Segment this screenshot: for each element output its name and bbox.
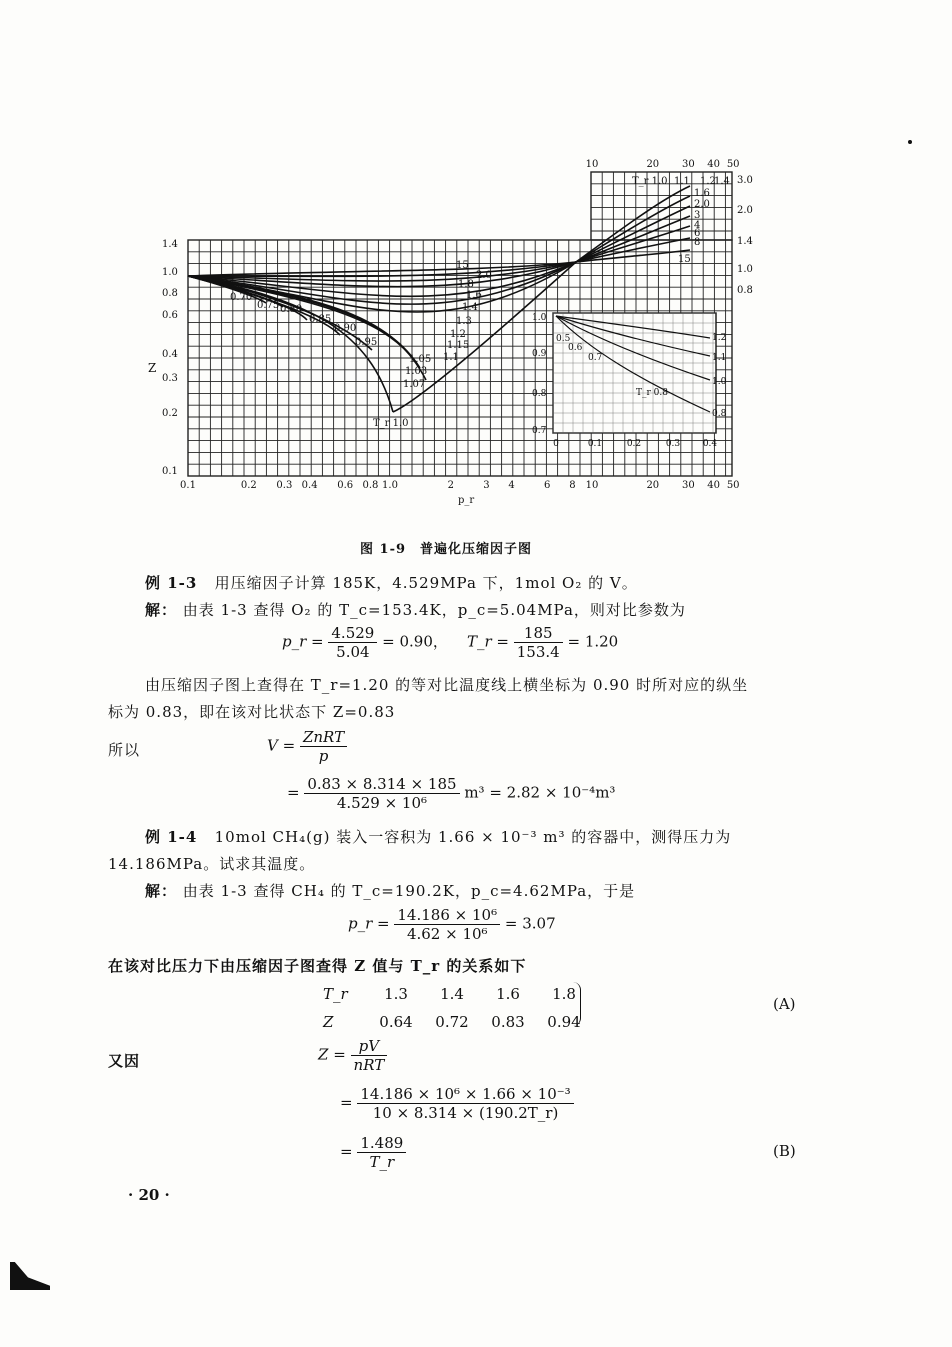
example-1-4-line-1	[145, 826, 731, 847]
x-tick-label-top: 20	[646, 159, 660, 170]
z-fraction	[351, 1037, 388, 1074]
example-1-3-solution	[145, 599, 686, 620]
x-tick-label: 30	[682, 480, 695, 491]
isotherm-label: 0.95	[355, 337, 378, 348]
inset-y-tick: 1.0	[532, 313, 547, 323]
brace	[572, 982, 581, 1026]
example-title: 例 1-4	[145, 828, 198, 846]
isotherm-curve	[576, 216, 690, 262]
y-tick-label: 0.1	[162, 466, 178, 477]
relation-text: 在该对比压力下由压缩因子图查得 Z 值与 T_r 的关系如下	[108, 957, 527, 975]
tr-result: = 1.20	[567, 632, 619, 651]
solution-text: 由表 1-3 查得 O₂ 的 T_c=153.4K，p_c=5.04MPa，则对比参数为	[182, 601, 686, 619]
y-tick-label: 0.4	[162, 349, 178, 360]
example-1-4-line-2: 14.186MPa。试求其温度。	[108, 855, 316, 873]
table-cell: 1.4	[440, 985, 464, 1003]
y-tick-label: 0.3	[162, 373, 178, 384]
y-tick-label: 1.4	[162, 239, 178, 250]
table-cell: 1.6	[496, 985, 520, 1003]
isotherm-curve	[576, 206, 690, 262]
inset-y-tick: 0.8	[532, 389, 547, 399]
z3-fraction	[357, 1134, 406, 1171]
tr-lhs: T_r =	[466, 632, 509, 651]
isotherm-label: 3	[694, 210, 701, 221]
isotherm-label: T_r 1.0	[632, 176, 668, 187]
table-cell: 0.94	[547, 1013, 581, 1031]
v2-denominator: 4.529 × 10⁶	[336, 794, 428, 812]
inset-curve-label: 0.5	[556, 334, 571, 344]
x-tick-label: 3	[483, 480, 490, 491]
x-tick-label: 0.3	[276, 480, 293, 491]
isotherm-label: 0.90	[334, 323, 357, 334]
z-result	[340, 1134, 406, 1171]
inset-curve-label: 1.0	[712, 377, 727, 387]
inset-x-tick: 0	[553, 439, 559, 449]
inset-y-tick: 0.7	[532, 426, 547, 436]
scan-speck	[908, 140, 912, 144]
x-tick-label: 1.0	[382, 480, 398, 491]
tr-fraction	[514, 624, 563, 661]
v-numerator: ZnRT	[300, 728, 347, 747]
isotherm-label: 2.0	[694, 199, 710, 210]
volume-result-equation	[287, 775, 615, 812]
x-tick-label-top: 40	[707, 159, 720, 170]
pr-lhs: p_r =	[282, 632, 324, 651]
question-text: 用压缩因子计算 185K，4.529MPa 下，1mol O₂ 的 V。	[214, 574, 638, 592]
solution-text: 由表 1-3 查得 CH₄ 的 T_c=190.2K，p_c=4.62MPa，于是	[182, 882, 636, 900]
isotherm-label: 1.6	[466, 290, 482, 301]
x-axis-label: p_r	[458, 495, 475, 506]
z-lhs: Z =	[318, 1045, 346, 1064]
volume-equation	[267, 728, 347, 765]
z2-equals: =	[340, 1093, 353, 1112]
also-label: 又因	[108, 1052, 141, 1070]
x-tick-label: 8	[569, 480, 576, 491]
isotherm-label: 0.80	[280, 304, 303, 315]
isotherm-label: 1.4	[462, 302, 478, 313]
z-substitution	[340, 1085, 574, 1122]
x-tick-label: 0.4	[301, 480, 318, 491]
y-tick-label: 0.6	[162, 310, 178, 321]
example-1-4-solution	[145, 880, 635, 901]
x-tick-label: 20	[646, 480, 660, 491]
x-tick-label-top: 50	[726, 159, 740, 170]
inset-curve-label: 0.8	[712, 409, 727, 419]
y-tick-label: 0.2	[162, 408, 178, 419]
x-tick-label-top: 10	[585, 159, 599, 170]
example-1-3-question	[145, 572, 638, 593]
isotherm-label: T_r 1.0	[373, 418, 409, 429]
table-cell: 0.83	[491, 1013, 525, 1031]
inset-x-tick: 0.1	[587, 439, 603, 449]
z2-fraction	[357, 1085, 573, 1122]
inset-curve-label: T_r 0.8	[636, 388, 668, 398]
isotherm-label: 1.1	[674, 176, 690, 187]
y-tick-label-right: 3.0	[737, 175, 753, 186]
table-row	[322, 1008, 592, 1036]
paragraph-line-1: 由压缩因子图上查得在 T_r=1.20 的等对比温度线上横坐标为 0.90 时所对应的纵坐	[145, 676, 749, 694]
isotherm-label: 1.8	[458, 279, 474, 290]
isotherm-label: 1.2	[450, 329, 466, 340]
equation-label-a: (A)	[773, 995, 796, 1013]
isotherm-label: 15	[456, 260, 469, 271]
inset-curve-label: 0.6	[568, 343, 583, 353]
chart-svg	[0, 0, 952, 520]
y-tick-label: 0.8	[162, 288, 178, 299]
inset-x-tick: 0.4	[702, 439, 718, 449]
equation-label-b: (B)	[773, 1142, 796, 1160]
x-tick-label: 0.1	[180, 480, 196, 491]
v2-numerator: 0.83 × 8.314 × 185	[304, 775, 459, 794]
figure-caption: 图 1-9 普遍化压缩因子图	[360, 542, 533, 557]
y-tick-label: 1.0	[162, 267, 178, 278]
z2-numerator: 14.186 × 10⁶ × 1.66 × 10⁻³	[357, 1085, 573, 1104]
isotherm-label: 2.0	[476, 270, 492, 281]
reduced-params-equation	[282, 624, 618, 661]
table-row-label: Z	[323, 1013, 334, 1031]
table-row	[322, 980, 592, 1008]
isotherm-curve	[188, 276, 426, 380]
isotherm-label: 0.85	[309, 314, 332, 325]
pr-denominator: 4.62 × 10⁶	[406, 925, 488, 943]
pr-numerator: 14.186 × 10⁶	[394, 906, 500, 925]
tr-numerator: 185	[514, 624, 563, 643]
reduced-pressure-equation	[348, 906, 556, 943]
example-title: 例 1-3	[145, 574, 198, 592]
isotherm-label: 0.75	[257, 300, 280, 311]
v2-fraction	[304, 775, 459, 812]
inset-x-tick: 0.2	[626, 439, 642, 449]
pr-fraction	[328, 624, 377, 661]
isotherm-label: 1.03	[405, 366, 428, 377]
isotherm-label: 8	[694, 237, 701, 248]
isotherm-label: 1.07	[403, 379, 426, 390]
table-row-label: T_r	[323, 985, 348, 1003]
y-tick-label-right: 1.4	[737, 236, 753, 247]
isotherm-curve	[188, 276, 420, 368]
z-denominator: nRT	[353, 1056, 385, 1074]
inset-curve-label: 1.2	[712, 333, 727, 343]
isotherm-label: 15	[678, 254, 691, 265]
pr-result: = 3.07	[504, 914, 556, 933]
y-tick-label-right: 0.8	[737, 285, 753, 296]
tr-denominator: 153.4	[516, 643, 560, 661]
question-text: 10mol CH₄(g) 装入一容积为 1.66 × 10⁻³ m³ 的容器中，测得压力为	[214, 828, 732, 846]
table-cell: 0.64	[379, 1013, 413, 1031]
y-tick-label-right: 1.0	[737, 264, 753, 275]
z2-denominator: 10 × 8.314 × (190.2T_r)	[372, 1104, 559, 1122]
x-tick-label: 0.2	[240, 480, 257, 491]
z3-denominator: T_r	[369, 1153, 395, 1171]
table-cell: 0.72	[435, 1013, 469, 1031]
inset-curve-label: 0.7	[588, 353, 603, 363]
v-denominator: p	[318, 747, 329, 765]
x-tick-label-top: 30	[682, 159, 695, 170]
isotherm-label: 1.4	[714, 176, 730, 187]
x-tick-label: 4	[508, 480, 515, 491]
inset-curve-label: 1.1	[712, 353, 727, 363]
z3-equals: =	[340, 1142, 353, 1161]
isotherm-label: 1.2	[700, 176, 716, 187]
v2-equals: =	[287, 783, 300, 802]
isotherm-label: 1.15	[447, 340, 470, 351]
z3-numerator: 1.489	[357, 1134, 406, 1153]
pr-lhs: p_r =	[348, 914, 390, 933]
x-tick-label: 40	[707, 480, 720, 491]
pr-denominator: 5.04	[336, 643, 370, 661]
isotherm-label: 1.05	[409, 354, 432, 365]
pr-result: = 0.90，	[382, 632, 448, 651]
page-number: · 20 ·	[128, 1186, 170, 1204]
table-cell: 1.8	[552, 985, 576, 1003]
y-tick-label-right: 2.0	[737, 205, 753, 216]
x-tick-label: 10	[585, 480, 599, 491]
solution-label: 解：	[145, 601, 178, 619]
isotherm-label: 6	[694, 228, 701, 239]
x-tick-label: 0.6	[337, 480, 354, 491]
isotherm-label: 4	[694, 220, 701, 231]
page-corner-mark	[10, 1262, 50, 1290]
v2-result: m³ = 2.82 × 10⁻⁴m³	[464, 783, 616, 802]
x-tick-label: 2	[447, 480, 454, 491]
isotherm-label: 0.70	[230, 292, 253, 303]
pr-fraction	[394, 906, 500, 943]
isotherm-label: 1.3	[456, 316, 472, 327]
inset-y-tick: 0.9	[532, 349, 547, 359]
z-equation	[318, 1037, 387, 1074]
x-tick-label: 50	[726, 480, 740, 491]
x-tick-label: 0.8	[362, 480, 379, 491]
table-cell: 1.3	[384, 985, 408, 1003]
therefore-label: 所以	[108, 741, 141, 759]
y-axis-label: Z	[148, 361, 157, 375]
pr-numerator: 4.529	[328, 624, 377, 643]
x-tick-label: 6	[543, 480, 551, 491]
v-fraction	[300, 728, 347, 765]
solution-label: 解：	[145, 882, 178, 900]
inset-x-tick: 0.3	[665, 439, 681, 449]
isotherm-label: 1.1	[443, 352, 459, 363]
tr-z-table	[322, 980, 592, 1036]
v-lhs: V =	[267, 736, 296, 755]
z-numerator: pV	[351, 1037, 388, 1056]
isotherm-label: 1.6	[694, 188, 710, 199]
paragraph-line-2: 标为 0.83，即在该对比状态下 Z=0.83	[108, 703, 396, 721]
